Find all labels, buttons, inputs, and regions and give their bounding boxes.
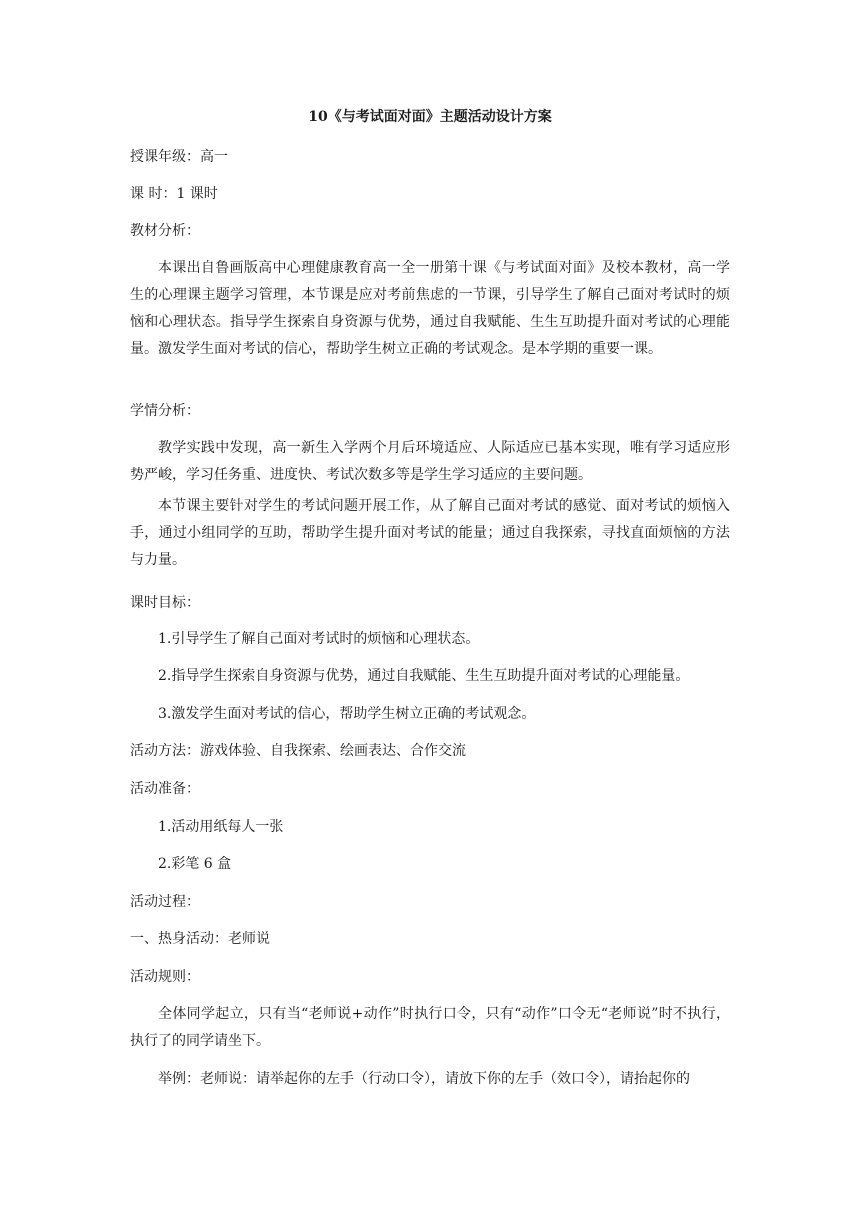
example-paragraph: 举例：老师说：请举起你的左手（行动口令），请放下你的左手（效口令），请抬起你的: [158, 1071, 690, 1087]
grade-line: 授课年级：高一: [130, 149, 228, 165]
textbook-analysis-paragraph: 本课出自鲁画版高中心理健康教育高一全一册第十课《与考试面对面》及校本教材，高一学生的心理课主题学习管理，本节课是应对考前焦虑的一节课，引导学生了解自己面对考试时的烦恼和心理状态。指导学生探索自身资源与优势，通过自我赋能、生生互助提升面对考试的心理能量。激发学生面对考试的信心，帮助学生树立正确的考试观念。是本学期的重要一课。: [130, 260, 730, 357]
rules-paragraph: 全体同学起立，只有当“老师说+动作”时执行口令，只有“动作”口令无“老师说”时不执行，执行了的同学请坐下。: [130, 1006, 730, 1049]
activity-process-heading: 活动过程：: [130, 894, 200, 910]
activity-rules-heading: 活动规则：: [130, 969, 200, 985]
goal-item-3: 3.激发学生面对考试的信心，帮助学生树立正确的考试观念。: [158, 706, 536, 722]
student-analysis-paragraph-2: 本节课主要针对学生的考试问题开展工作，从了解自己面对考试的感觉、面对考试的烦恼入手，通过小组同学的互助，帮助学生提升面对考试的能量；通过自我探索，寻找直面烦恼的方法与力量。: [130, 498, 730, 568]
student-analysis-paragraph-1: 教学实践中发现，高一新生入学两个月后环境适应、人际适应已基本实现，唯有学习适应形势严峻，学习任务重、进度快、考试次数多等是学生学习适应的主要问题。: [130, 440, 730, 483]
activity-prep-heading: 活动准备：: [130, 781, 200, 797]
activity-method-line: 活动方法：游戏体验、自我探索、绘画表达、合作交流: [130, 743, 466, 759]
textbook-analysis-heading: 教材分析：: [130, 223, 200, 239]
student-analysis-heading: 学情分析：: [130, 403, 200, 419]
prep-item-1: 1.活动用纸每人一张: [158, 819, 284, 835]
document-title: 10《与考试面对面》主题活动设计方案: [308, 109, 552, 125]
goals-heading: 课时目标：: [130, 595, 200, 611]
goal-item-1: 1.引导学生了解自己面对考试时的烦恼和心理状态。: [158, 631, 480, 647]
prep-item-2: 2.彩笔 6 盒: [158, 856, 232, 872]
hours-line: 课 时：1 课时: [130, 186, 218, 202]
warmup-heading: 一、热身活动：老师说: [130, 931, 270, 947]
goal-item-2: 2.指导学生探索自身资源与优势，通过自我赋能、生生互助提升面对考试的心理能量。: [158, 668, 690, 684]
